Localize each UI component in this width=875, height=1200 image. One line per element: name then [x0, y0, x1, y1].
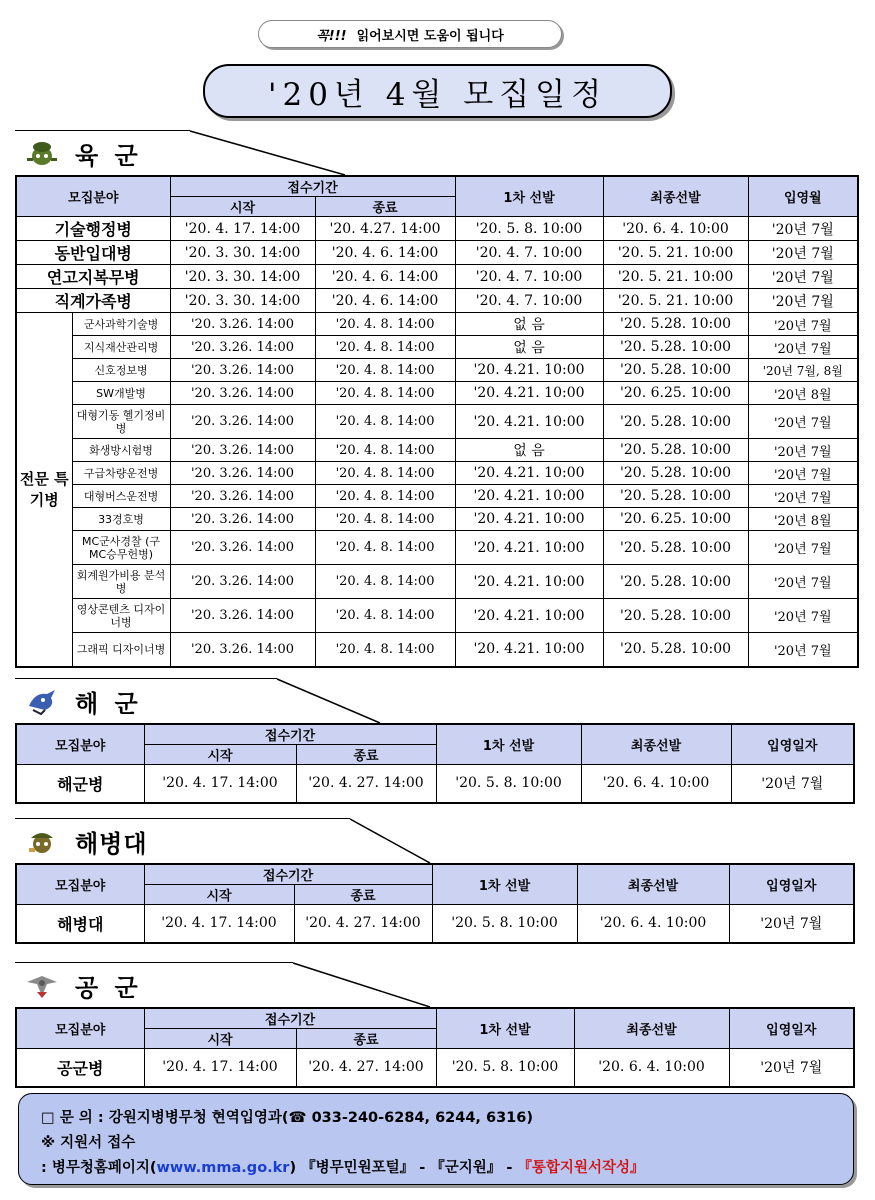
enlist-cell: '20년 7월: [731, 765, 854, 803]
field-cell: 대형버스운전병: [72, 485, 170, 508]
final-cell: '20. 5.28. 10:00: [603, 405, 748, 439]
airforce-table: [15, 1007, 855, 1088]
navy-table: [15, 723, 855, 804]
field-cell: 대형기동 헬기정비병: [72, 405, 170, 439]
header-start: 시작: [170, 197, 315, 217]
table-row: [16, 599, 858, 633]
enlist-cell: '20년 8월: [748, 508, 858, 531]
airforce-mascot-icon: [25, 970, 59, 1000]
final-cell: '20. 6. 4. 10:00: [581, 765, 731, 803]
field-cell: 영상콘텐츠 디자이너병: [72, 599, 170, 633]
army-mascot-icon: [25, 138, 59, 168]
field-cell: 33경호병: [72, 508, 170, 531]
start-cell: '20. 3.26. 14:00: [170, 405, 315, 439]
field-cell: 신호정보병: [72, 359, 170, 382]
contact-phones: 033-240-6284, 6244, 6316): [306, 1110, 533, 1126]
start-cell: '20. 4. 17. 14:00: [144, 765, 296, 803]
first-cell: '20. 5. 8. 10:00: [455, 217, 603, 241]
final-cell: '20. 5. 21. 10:00: [603, 289, 748, 313]
field-cell: 화생방시험병: [72, 439, 170, 462]
airforce-section: [15, 962, 855, 1088]
enlist-cell: '20년 7월: [748, 405, 858, 439]
header-first: 1차 선발: [455, 176, 603, 217]
enlist-cell: '20년 7월: [748, 462, 858, 485]
airforce-title: 공 군: [75, 974, 142, 1002]
header-enlist: 입영월: [748, 176, 858, 217]
first-cell: '20. 4.21. 10:00: [455, 633, 603, 667]
final-cell: '20. 6.25. 10:00: [603, 382, 748, 405]
table-row: [16, 439, 858, 462]
enlist-cell: '20년 7월: [748, 599, 858, 633]
enlist-cell: '20년 7월: [748, 439, 858, 462]
end-cell: '20. 4. 8. 14:00: [315, 531, 455, 565]
field-cell: 공군병: [16, 1049, 144, 1087]
header-period: 접수기간: [170, 176, 455, 197]
end-cell: '20. 4. 8. 14:00: [315, 508, 455, 531]
header-field: 모집분야: [16, 1008, 144, 1049]
enlist-cell: '20년 7월: [729, 905, 854, 943]
army-general-rows: [16, 217, 858, 313]
header-first: 1차 선발: [432, 864, 577, 905]
header-period: 접수기간: [144, 724, 436, 745]
marines-section: [15, 818, 855, 944]
apply-path-menu: ) 『병무민원포털』 - 『군지원』 -: [289, 1160, 518, 1176]
start-cell: '20. 3. 30. 14:00: [170, 289, 315, 313]
table-row: [16, 241, 858, 265]
end-cell: '20. 4.27. 14:00: [315, 217, 455, 241]
apply-path-prefix: : 병무청홈페이지(: [41, 1160, 157, 1176]
first-cell: '20. 4.21. 10:00: [455, 508, 603, 531]
start-cell: '20. 3.26. 14:00: [170, 336, 315, 359]
marines-title: 해병대: [75, 830, 148, 858]
table-row: [16, 405, 858, 439]
field-cell: 구급차량운전병: [72, 462, 170, 485]
contact-prefix: □ 문 의 : 강원지병병무청 현역입영과(: [41, 1110, 289, 1126]
marines-table: [15, 863, 855, 944]
final-cell: '20. 5.28. 10:00: [603, 531, 748, 565]
table-row: [16, 508, 858, 531]
first-cell: '20. 4.21. 10:00: [455, 565, 603, 599]
final-cell: '20. 5.28. 10:00: [603, 599, 748, 633]
contact-footer: [18, 1093, 854, 1185]
start-cell: '20. 3.26. 14:00: [170, 508, 315, 531]
mma-link[interactable]: www.mma.go.kr: [156, 1160, 290, 1176]
enlist-cell: '20년 7월: [748, 217, 858, 241]
enlist-cell: '20년 7월: [729, 1049, 854, 1087]
end-cell: '20. 4. 8. 14:00: [315, 382, 455, 405]
start-cell: '20. 3.26. 14:00: [170, 462, 315, 485]
final-cell: '20. 5.28. 10:00: [603, 462, 748, 485]
final-cell: '20. 5.28. 10:00: [603, 439, 748, 462]
end-cell: '20. 4. 27. 14:00: [296, 1049, 436, 1087]
enlist-cell: '20년 7월: [748, 289, 858, 313]
field-cell: 해병대: [16, 905, 144, 943]
table-row: [16, 462, 858, 485]
first-cell: '20. 4.21. 10:00: [455, 359, 603, 382]
enlist-cell: '20년 7월: [748, 531, 858, 565]
header-field: 모집분야: [16, 724, 144, 765]
field-cell: 직계가족병: [16, 289, 170, 313]
enlist-cell: '20년 7월, 8월: [748, 359, 858, 382]
enlist-cell: '20년 7월: [748, 241, 858, 265]
start-cell: '20. 4. 17. 14:00: [144, 1049, 296, 1087]
navy-title: 해 군: [75, 690, 142, 718]
header-period: 접수기간: [144, 1008, 436, 1029]
contact-line: [41, 1106, 533, 1127]
start-cell: '20. 3.26. 14:00: [170, 359, 315, 382]
header-start: 시작: [144, 885, 294, 905]
header-enlist: 입영일자: [729, 864, 854, 905]
field-cell: 해군병: [16, 765, 144, 803]
first-cell: '20. 4.21. 10:00: [455, 485, 603, 508]
final-cell: '20. 5. 21. 10:00: [603, 241, 748, 265]
table-row: [16, 485, 858, 508]
end-cell: '20. 4. 8. 14:00: [315, 485, 455, 508]
apply-path-final: 『통합지원서작성』: [517, 1160, 645, 1176]
field-cell: 그래픽 디자이너병: [72, 633, 170, 667]
field-cell: MC군사경찰 (구 MC승무헌병): [72, 531, 170, 565]
notice-emphasis: 꼭!!!: [316, 28, 347, 44]
start-cell: '20. 3.26. 14:00: [170, 565, 315, 599]
header-final: 최종선발: [581, 724, 731, 765]
final-cell: '20. 6. 4. 10:00: [603, 217, 748, 241]
first-cell: '20. 4.21. 10:00: [455, 599, 603, 633]
enlist-cell: '20년 7월: [748, 313, 858, 336]
airforce-header: [15, 962, 853, 1007]
apply-path: [41, 1156, 644, 1177]
end-cell: '20. 4. 8. 14:00: [315, 336, 455, 359]
notice-banner: [258, 20, 562, 48]
final-cell: '20. 5.28. 10:00: [603, 565, 748, 599]
end-cell: '20. 4. 8. 14:00: [315, 462, 455, 485]
first-cell: '20. 5. 8. 10:00: [432, 905, 577, 943]
enlist-cell: '20년 7월: [748, 336, 858, 359]
navy-header: [15, 678, 853, 723]
header-field: 모집분야: [16, 176, 170, 217]
header-final: 최종선발: [574, 1008, 729, 1049]
first-cell: 없 음: [455, 439, 603, 462]
end-cell: '20. 4. 6. 14:00: [315, 241, 455, 265]
header-start: 시작: [144, 1029, 296, 1049]
header-final: 최종선발: [577, 864, 729, 905]
first-cell: '20. 4.21. 10:00: [455, 382, 603, 405]
final-cell: '20. 5.28. 10:00: [603, 485, 748, 508]
start-cell: '20. 3.26. 14:00: [170, 633, 315, 667]
final-cell: '20. 6. 4. 10:00: [577, 905, 729, 943]
end-cell: '20. 4. 8. 14:00: [315, 599, 455, 633]
end-cell: '20. 4. 6. 14:00: [315, 289, 455, 313]
start-cell: '20. 3.26. 14:00: [170, 599, 315, 633]
end-cell: '20. 4. 6. 14:00: [315, 265, 455, 289]
final-cell: '20. 5.28. 10:00: [603, 313, 748, 336]
header-period: 접수기간: [144, 864, 432, 885]
field-cell: 지식재산관리병: [72, 336, 170, 359]
navy-mascot-icon: [25, 686, 59, 716]
special-group-cell: 전문 특기병: [16, 313, 72, 667]
start-cell: '20. 3.26. 14:00: [170, 313, 315, 336]
header-field: 모집분야: [16, 864, 144, 905]
start-cell: '20. 4. 17. 14:00: [144, 905, 294, 943]
first-cell: '20. 4. 7. 10:00: [455, 265, 603, 289]
final-cell: '20. 5. 21. 10:00: [603, 265, 748, 289]
header-enlist: 입영일자: [729, 1008, 854, 1049]
enlist-cell: '20년 8월: [748, 382, 858, 405]
army-title: 육 군: [75, 142, 142, 170]
start-cell: '20. 3.26. 14:00: [170, 382, 315, 405]
header-final: 최종선발: [603, 176, 748, 217]
start-cell: '20. 3.26. 14:00: [170, 531, 315, 565]
header-end: 종료: [294, 885, 432, 905]
end-cell: '20. 4. 8. 14:00: [315, 313, 455, 336]
first-cell: 없 음: [455, 313, 603, 336]
header-first: 1차 선발: [436, 1008, 574, 1049]
end-cell: '20. 4. 8. 14:00: [315, 565, 455, 599]
navy-section: [15, 678, 855, 804]
end-cell: '20. 4. 8. 14:00: [315, 633, 455, 667]
end-cell: '20. 4. 27. 14:00: [296, 765, 436, 803]
final-cell: '20. 6. 4. 10:00: [574, 1049, 729, 1087]
army-special-rows: [16, 313, 858, 667]
first-cell: '20. 4.21. 10:00: [455, 405, 603, 439]
header-end: 종료: [315, 197, 455, 217]
field-cell: 기술행정병: [16, 217, 170, 241]
table-row: [16, 313, 858, 336]
field-cell: 회계원가비용 분석병: [72, 565, 170, 599]
table-row: [16, 382, 858, 405]
table-row: [16, 265, 858, 289]
start-cell: '20. 3. 30. 14:00: [170, 265, 315, 289]
header-start: 시작: [144, 745, 296, 765]
table-row: [16, 336, 858, 359]
table-row: [16, 1049, 854, 1087]
table-row: [16, 633, 858, 667]
end-cell: '20. 4. 27. 14:00: [294, 905, 432, 943]
start-cell: '20. 4. 17. 14:00: [170, 217, 315, 241]
army-section: [15, 130, 859, 668]
first-cell: '20. 5. 8. 10:00: [436, 765, 581, 803]
phone-icon: ☎: [288, 1110, 307, 1126]
first-cell: '20. 4. 7. 10:00: [455, 289, 603, 313]
notice-text: 읽어보시면 도움이 됩니다: [356, 28, 504, 44]
end-cell: '20. 4. 8. 14:00: [315, 405, 455, 439]
marines-header: [15, 818, 853, 863]
table-row: [16, 565, 858, 599]
header-end: 종료: [296, 745, 436, 765]
enlist-cell: '20년 7월: [748, 565, 858, 599]
header-enlist: 입영일자: [731, 724, 854, 765]
table-row: [16, 289, 858, 313]
table-row: [16, 359, 858, 382]
field-cell: SW개발병: [72, 382, 170, 405]
marines-mascot-icon: [25, 826, 59, 856]
final-cell: '20. 6.25. 10:00: [603, 508, 748, 531]
table-row: [16, 217, 858, 241]
first-cell: '20. 4. 7. 10:00: [455, 241, 603, 265]
field-cell: 군사과학기술병: [72, 313, 170, 336]
start-cell: '20. 3.26. 14:00: [170, 439, 315, 462]
start-cell: '20. 3.26. 14:00: [170, 485, 315, 508]
field-cell: 동반입대병: [16, 241, 170, 265]
final-cell: '20. 5.28. 10:00: [603, 359, 748, 382]
enlist-cell: '20년 7월: [748, 485, 858, 508]
header-end: 종료: [296, 1029, 436, 1049]
table-row: [16, 765, 854, 803]
apply-heading: ※ 지원서 접수: [41, 1135, 136, 1151]
final-cell: '20. 5.28. 10:00: [603, 336, 748, 359]
header-first: 1차 선발: [436, 724, 581, 765]
final-cell: '20. 5.28. 10:00: [603, 633, 748, 667]
end-cell: '20. 4. 8. 14:00: [315, 359, 455, 382]
first-cell: 없 음: [455, 336, 603, 359]
end-cell: '20. 4. 8. 14:00: [315, 439, 455, 462]
start-cell: '20. 3. 30. 14:00: [170, 241, 315, 265]
field-cell: 연고지복무병: [16, 265, 170, 289]
enlist-cell: '20년 7월: [748, 633, 858, 667]
table-row: [16, 531, 858, 565]
page-title: '20년 4월 모집일정: [203, 64, 672, 118]
first-cell: '20. 4.21. 10:00: [455, 531, 603, 565]
table-row: [16, 905, 854, 943]
first-cell: '20. 4.21. 10:00: [455, 462, 603, 485]
enlist-cell: '20년 7월: [748, 265, 858, 289]
first-cell: '20. 5. 8. 10:00: [436, 1049, 574, 1087]
army-table: [15, 175, 859, 668]
army-header: [15, 130, 857, 175]
